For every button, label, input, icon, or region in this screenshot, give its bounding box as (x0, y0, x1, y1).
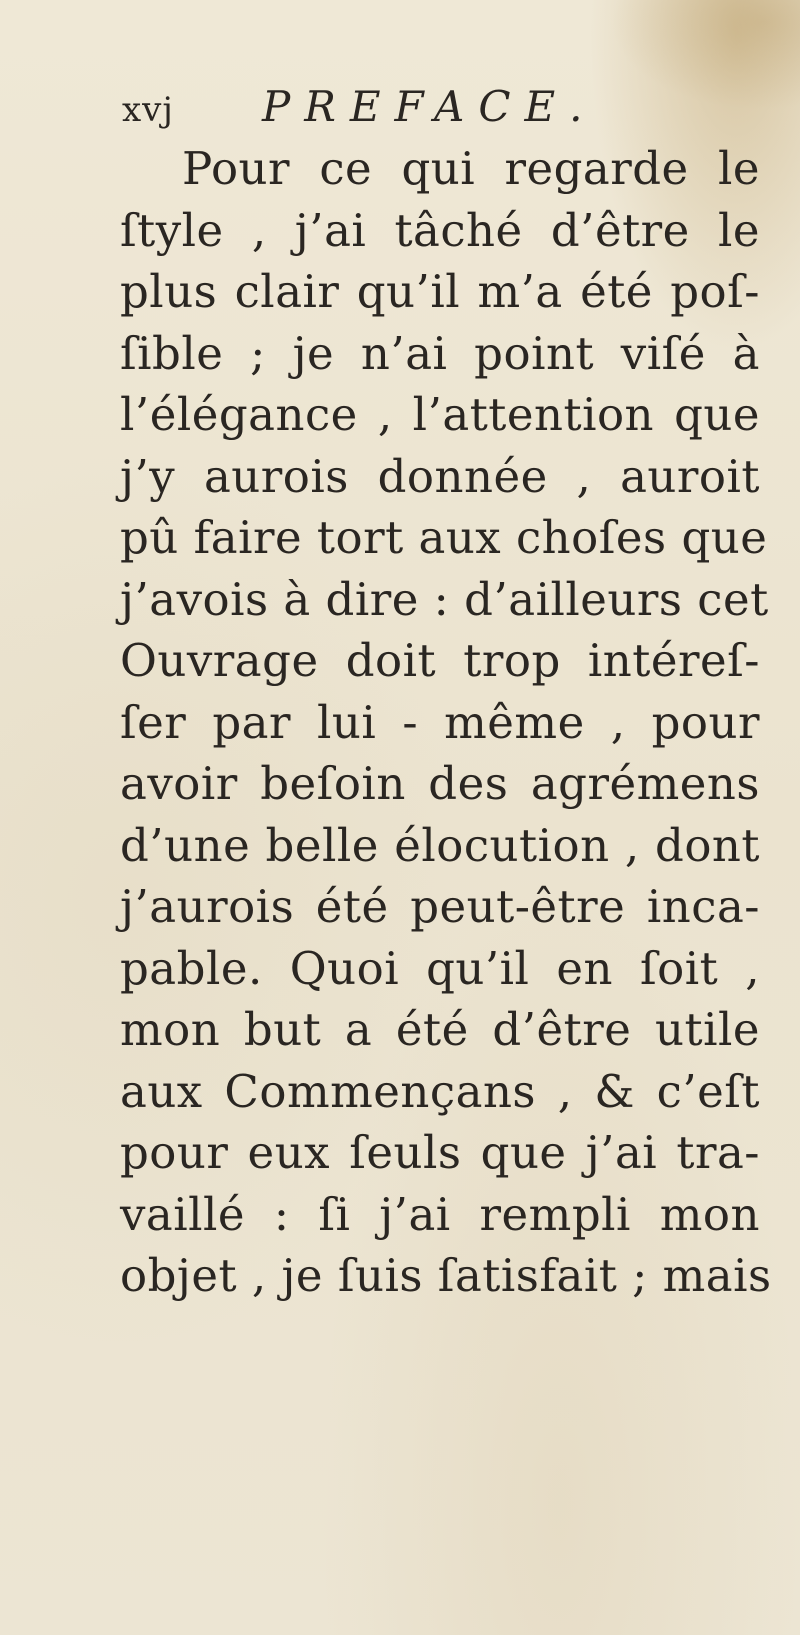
text-line: avoir beſoin des agrémens (120, 757, 760, 810)
text-line: pable. Quoi qu’il en ſoit , (120, 941, 760, 995)
text-line: mon but a été d’être utile (120, 1003, 760, 1056)
body-text (120, 138, 772, 1307)
text-line: d’une belle élocution , dont (120, 818, 760, 872)
text-line: ſtyle , j’ai tâché d’être le (120, 203, 760, 257)
text-line: pour eux ſeuls que j’ai tra- (120, 1126, 760, 1179)
text-line: aux Commençans , & c’eſt (120, 1064, 760, 1118)
text-line: j’aurois été peut-être inca- (120, 880, 760, 933)
text-line: ſer par lui - même , pour (120, 695, 760, 749)
text-line: Ouvrage doit trop intéreſ- (120, 634, 760, 687)
text-line: j’avois à dire : d’ailleurs cet (120, 572, 769, 626)
running-title: PREFACE. (262, 82, 597, 131)
text-line: vaillé : ſi j’ai rempli mon (120, 1187, 760, 1241)
text-line: ſible ; je n’ai point viſé à (120, 326, 760, 380)
text-line: plus clair qu’il m’a été poſ- (120, 265, 760, 318)
page-number: xvj (122, 90, 174, 130)
text-line: objet , je ſuis ſatisfait ; mais (120, 1249, 772, 1302)
page-header (122, 82, 682, 142)
text-line: pû faire tort aux choſes que (120, 511, 768, 564)
text-line: Pour ce qui regarde le (182, 142, 760, 195)
text-line: l’élégance , l’attention que (120, 388, 760, 441)
text-line: j’y aurois donnée , auroit (120, 449, 760, 503)
